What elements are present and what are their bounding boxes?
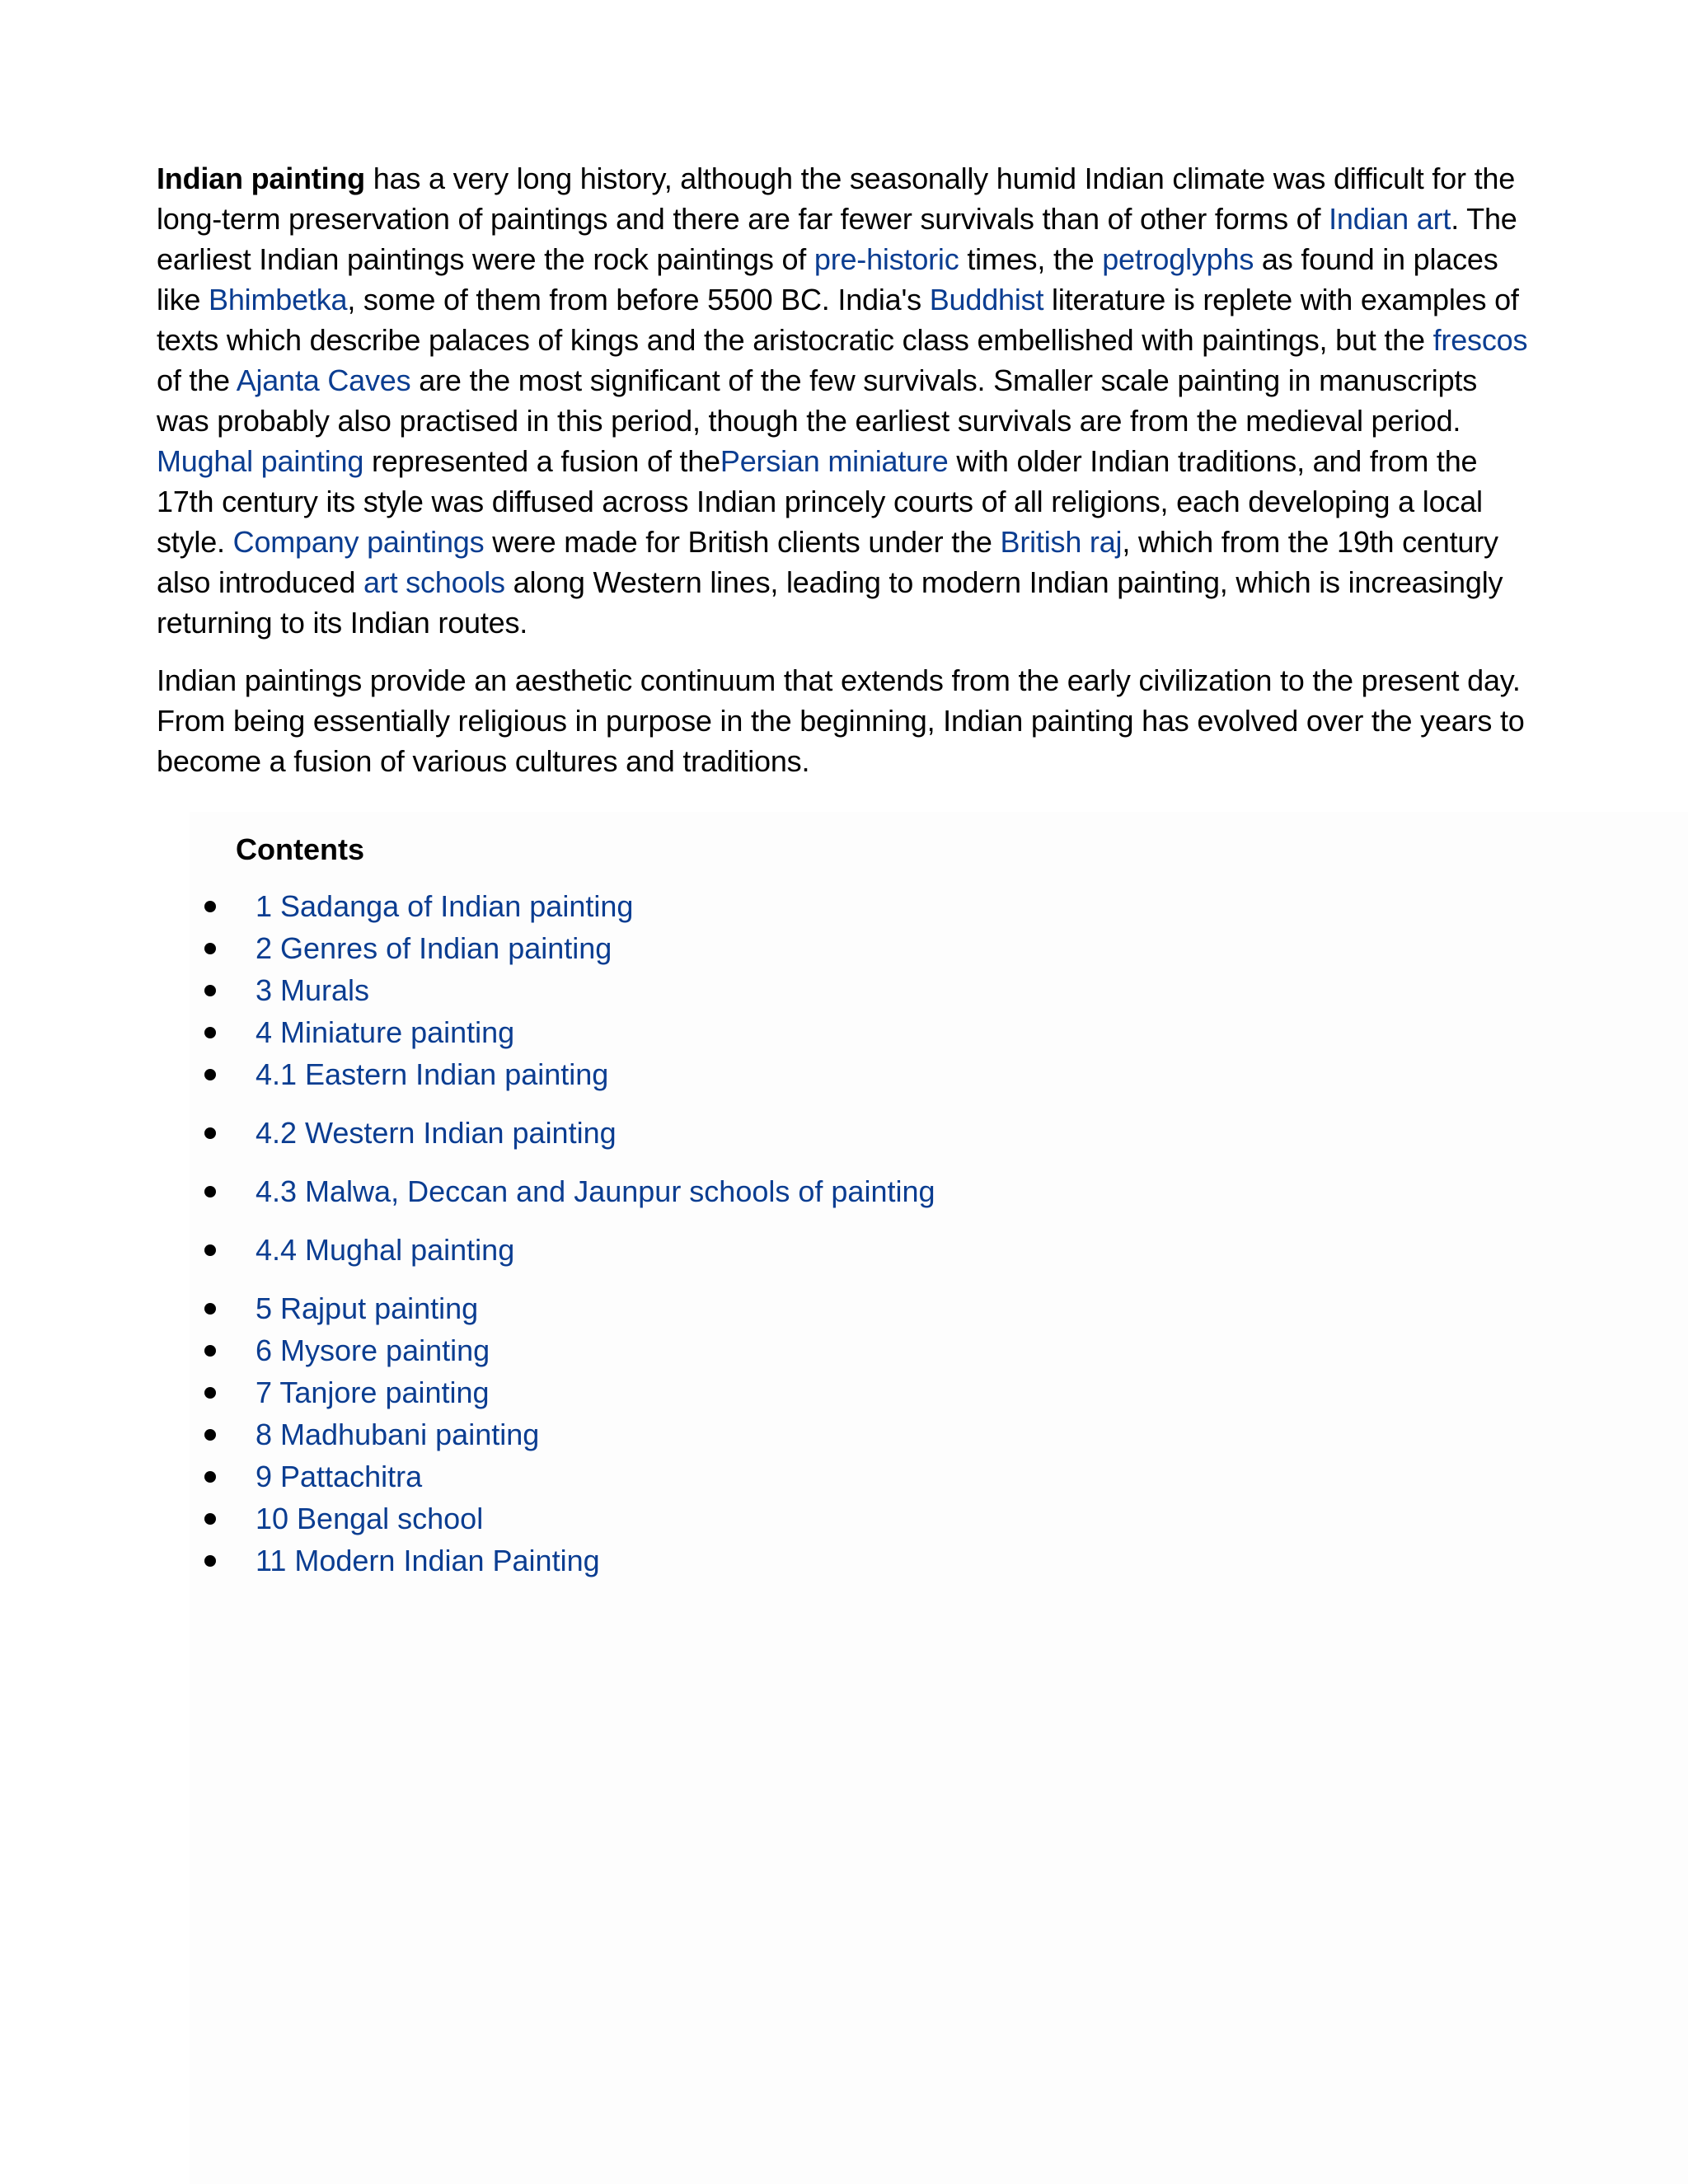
toc-item <box>198 1173 935 1231</box>
text-run: has a very long history, although the seasonally humid Indian climate was difficult for the long-term preservation of paintings and there are far fewer survivals than of other forms of <box>157 162 1516 236</box>
text-run: . The earliest Indian paintings were the rock paintings of <box>157 202 1517 276</box>
toc-item <box>198 1542 935 1584</box>
intro-paragraph-1 <box>157 158 1529 643</box>
toc-link[interactable]: 1 Sadanga of Indian painting <box>256 889 634 923</box>
bullet-icon <box>204 1471 216 1483</box>
bullet-icon <box>204 1244 216 1256</box>
link-pre-historic[interactable]: pre-historic <box>814 242 959 276</box>
text-run: literature is replete with examples of texts which describe palaces of kings and the aristocratic class embellished with paintings, but the <box>157 283 1519 357</box>
link-ajanta-caves[interactable]: Ajanta Caves <box>236 363 411 397</box>
toc-title: Contents <box>236 832 364 866</box>
text-run: along Western lines, leading to modern Indian painting, which is increasingly returning to its Indian routes. <box>157 565 1503 640</box>
toc-link[interactable]: 9 Pattachitra <box>256 1460 423 1493</box>
toc-item <box>198 1332 935 1374</box>
link-company-paintings[interactable]: Company paintings <box>232 525 485 559</box>
link-persian-miniature[interactable]: Persian miniature <box>720 444 949 478</box>
toc-item <box>198 1416 935 1458</box>
text-run: with older Indian traditions, and from the 17th century its style was diffused across Indian princely courts of all religions, each developing a local style. <box>157 444 1483 559</box>
toc-item <box>198 1056 935 1114</box>
bullet-icon <box>204 1345 216 1357</box>
link-art-schools[interactable]: art schools <box>363 565 505 599</box>
text-run: represented a fusion of the <box>363 444 720 478</box>
toc-link[interactable]: 8 Madhubani painting <box>256 1418 540 1451</box>
bullet-icon <box>204 1186 216 1197</box>
toc-link[interactable]: 10 Bengal school <box>256 1502 484 1535</box>
text-run: , some of them from before 5500 BC. India's <box>347 283 930 316</box>
bullet-icon <box>204 943 216 954</box>
toc-item <box>198 1290 935 1332</box>
toc-link[interactable]: 7 Tanjore painting <box>256 1376 490 1409</box>
text-run: as found in places like <box>157 242 1498 316</box>
toc-item <box>198 1114 935 1173</box>
link-indian-art[interactable]: Indian art <box>1329 202 1451 236</box>
text-run: of the <box>157 363 237 397</box>
link-mughal-painting[interactable]: Mughal painting <box>157 444 364 478</box>
article-title-term: Indian painting <box>157 162 365 195</box>
bullet-icon <box>204 1069 216 1080</box>
toc-link[interactable]: 4.1 Eastern Indian painting <box>256 1057 609 1091</box>
bullet-icon <box>204 1027 216 1038</box>
toc-item <box>198 888 935 930</box>
article-body <box>157 158 1529 781</box>
intro-paragraph-2: Indian paintings provide an aesthetic continuum that extends from the early civilization to the present day. From being essentially religious in purpose in the beginning, Indian painting has evolved over the years to become a fusion of various cultures and traditions. <box>157 663 1525 778</box>
link-buddhist[interactable]: Buddhist <box>929 283 1044 316</box>
toc-link[interactable]: 4.2 Western Indian painting <box>256 1116 617 1150</box>
link-petroglyphs[interactable]: petroglyphs <box>1102 242 1254 276</box>
bullet-icon <box>204 985 216 996</box>
toc-item <box>198 1500 935 1542</box>
bullet-icon <box>204 1513 216 1525</box>
bullet-icon <box>204 1555 216 1567</box>
text-run: times, the <box>959 242 1103 276</box>
toc-item <box>198 1014 935 1056</box>
toc-item <box>198 930 935 972</box>
toc-link[interactable]: 2 Genres of Indian painting <box>256 931 612 965</box>
toc-item <box>198 972 935 1014</box>
toc-link[interactable]: 5 Rajput painting <box>256 1291 479 1325</box>
toc-link[interactable]: 4 Miniature painting <box>256 1015 515 1049</box>
bullet-icon <box>204 1303 216 1315</box>
bullet-icon <box>204 1387 216 1399</box>
toc-link[interactable]: 6 Mysore painting <box>256 1333 490 1367</box>
toc-item <box>198 1231 935 1290</box>
bullet-icon <box>204 1429 216 1441</box>
link-frescos[interactable]: frescos <box>1432 323 1528 357</box>
toc-link[interactable]: 4.3 Malwa, Deccan and Jaunpur schools of painting <box>256 1174 935 1208</box>
toc-list <box>198 888 935 1584</box>
link-bhimbetka[interactable]: Bhimbetka <box>209 283 348 316</box>
toc-item <box>198 1458 935 1500</box>
text-run: are the most significant of the few survivals. Smaller scale painting in manuscripts was probably also practised in this period, though the earliest survivals are from the medieval period. <box>157 363 1477 438</box>
text-run: were made for British clients under the <box>484 525 1001 559</box>
bullet-icon <box>204 901 216 912</box>
toc-item <box>198 1374 935 1416</box>
toc-link[interactable]: 11 Modern Indian Painting <box>256 1544 600 1577</box>
link-british-raj[interactable]: British raj <box>1000 525 1123 559</box>
toc-link[interactable]: 4.4 Mughal painting <box>256 1233 515 1267</box>
bullet-icon <box>204 1127 216 1139</box>
text-run: , which from the 19th century also introduced <box>157 525 1498 599</box>
toc-link[interactable]: 3 Murals <box>256 973 370 1007</box>
